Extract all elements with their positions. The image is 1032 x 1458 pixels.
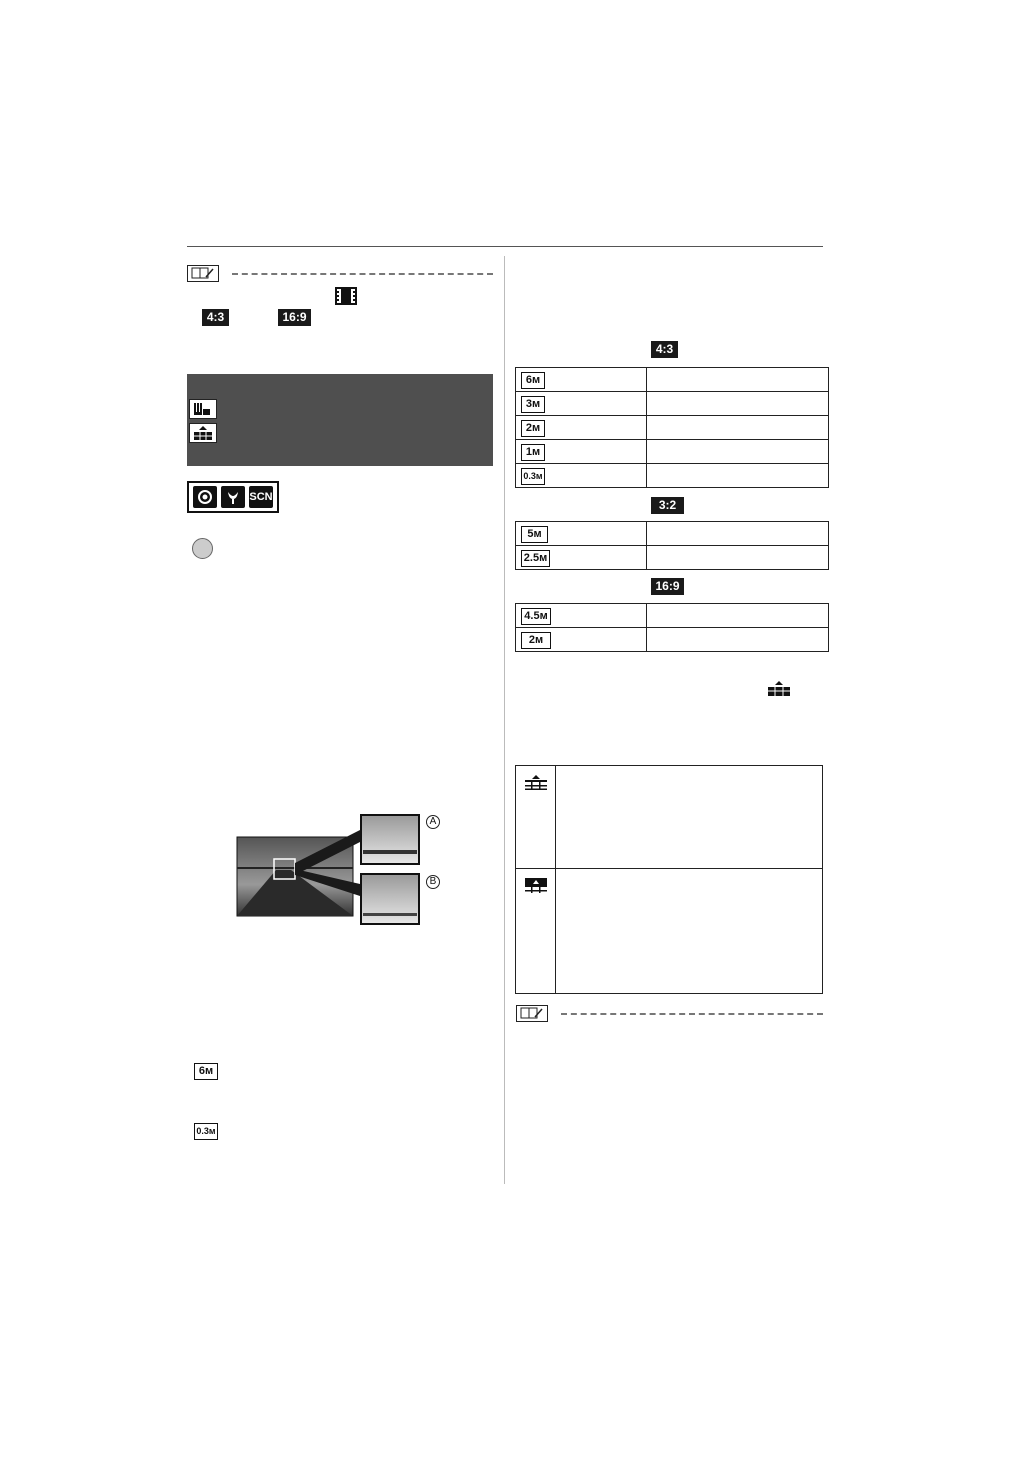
size-table-16-9: [515, 603, 829, 652]
table-row: [516, 522, 829, 546]
fine-quality-icon: [189, 399, 217, 419]
callout-b: B: [426, 875, 440, 889]
aspect-heading-3-2: 3:2: [651, 497, 684, 514]
note-divider: [561, 1013, 823, 1015]
size-icon-0-3m: 0.3м: [194, 1123, 218, 1140]
standard-quality-icon: [524, 877, 548, 893]
table-row: [516, 392, 829, 416]
aspect-badge-16-9: 16:9: [278, 309, 311, 326]
size-icon: 1м: [521, 444, 545, 461]
aspect-heading-16-9: 16:9: [651, 578, 684, 595]
quality-table: [515, 765, 823, 994]
note-icon: [516, 1005, 548, 1022]
table-row: [516, 440, 829, 464]
size-icon: 3м: [521, 396, 545, 413]
aspect-heading-4-3: 4:3: [651, 341, 678, 358]
table-row: [516, 368, 829, 392]
size-icon: 2.5м: [521, 550, 550, 567]
table-row: [516, 628, 829, 652]
motion-picture-icon: [335, 287, 357, 305]
table-row: [516, 464, 829, 488]
macro-mode-icon: [221, 486, 245, 508]
camera-mode-icon: [193, 486, 217, 508]
size-icon: 2м: [521, 420, 545, 437]
quality-table-row-rule: [515, 868, 823, 869]
callout-a: A: [426, 815, 440, 829]
aspect-badge-4-3: 4:3: [202, 309, 229, 326]
scene-mode-icon: SCN: [249, 486, 273, 508]
quality-table-column-rule: [555, 765, 556, 994]
size-icon: 5м: [521, 526, 548, 543]
size-icon: 0.3м: [521, 468, 545, 485]
size-icon: 4.5м: [521, 608, 551, 625]
table-row: [516, 604, 829, 628]
standard-quality-inline-icon: [767, 680, 791, 697]
note-divider: [232, 273, 493, 275]
note-icon: [187, 265, 219, 282]
picture-size-illustration: [236, 812, 442, 927]
size-table-4-3: [515, 367, 829, 488]
fine-quality-icon: [524, 774, 548, 790]
step-marker: [192, 538, 213, 559]
table-row: [516, 546, 829, 570]
column-divider: [504, 256, 505, 1184]
mode-icons-frame: [187, 481, 279, 513]
standard-quality-icon: [189, 423, 217, 443]
size-icon: 2м: [521, 632, 551, 649]
top-rule: [187, 246, 823, 247]
menu-panel: [187, 374, 493, 466]
size-icon-6m: 6м: [194, 1063, 218, 1080]
size-icon: 6м: [521, 372, 545, 389]
table-row: [516, 416, 829, 440]
size-table-3-2: [515, 521, 829, 570]
